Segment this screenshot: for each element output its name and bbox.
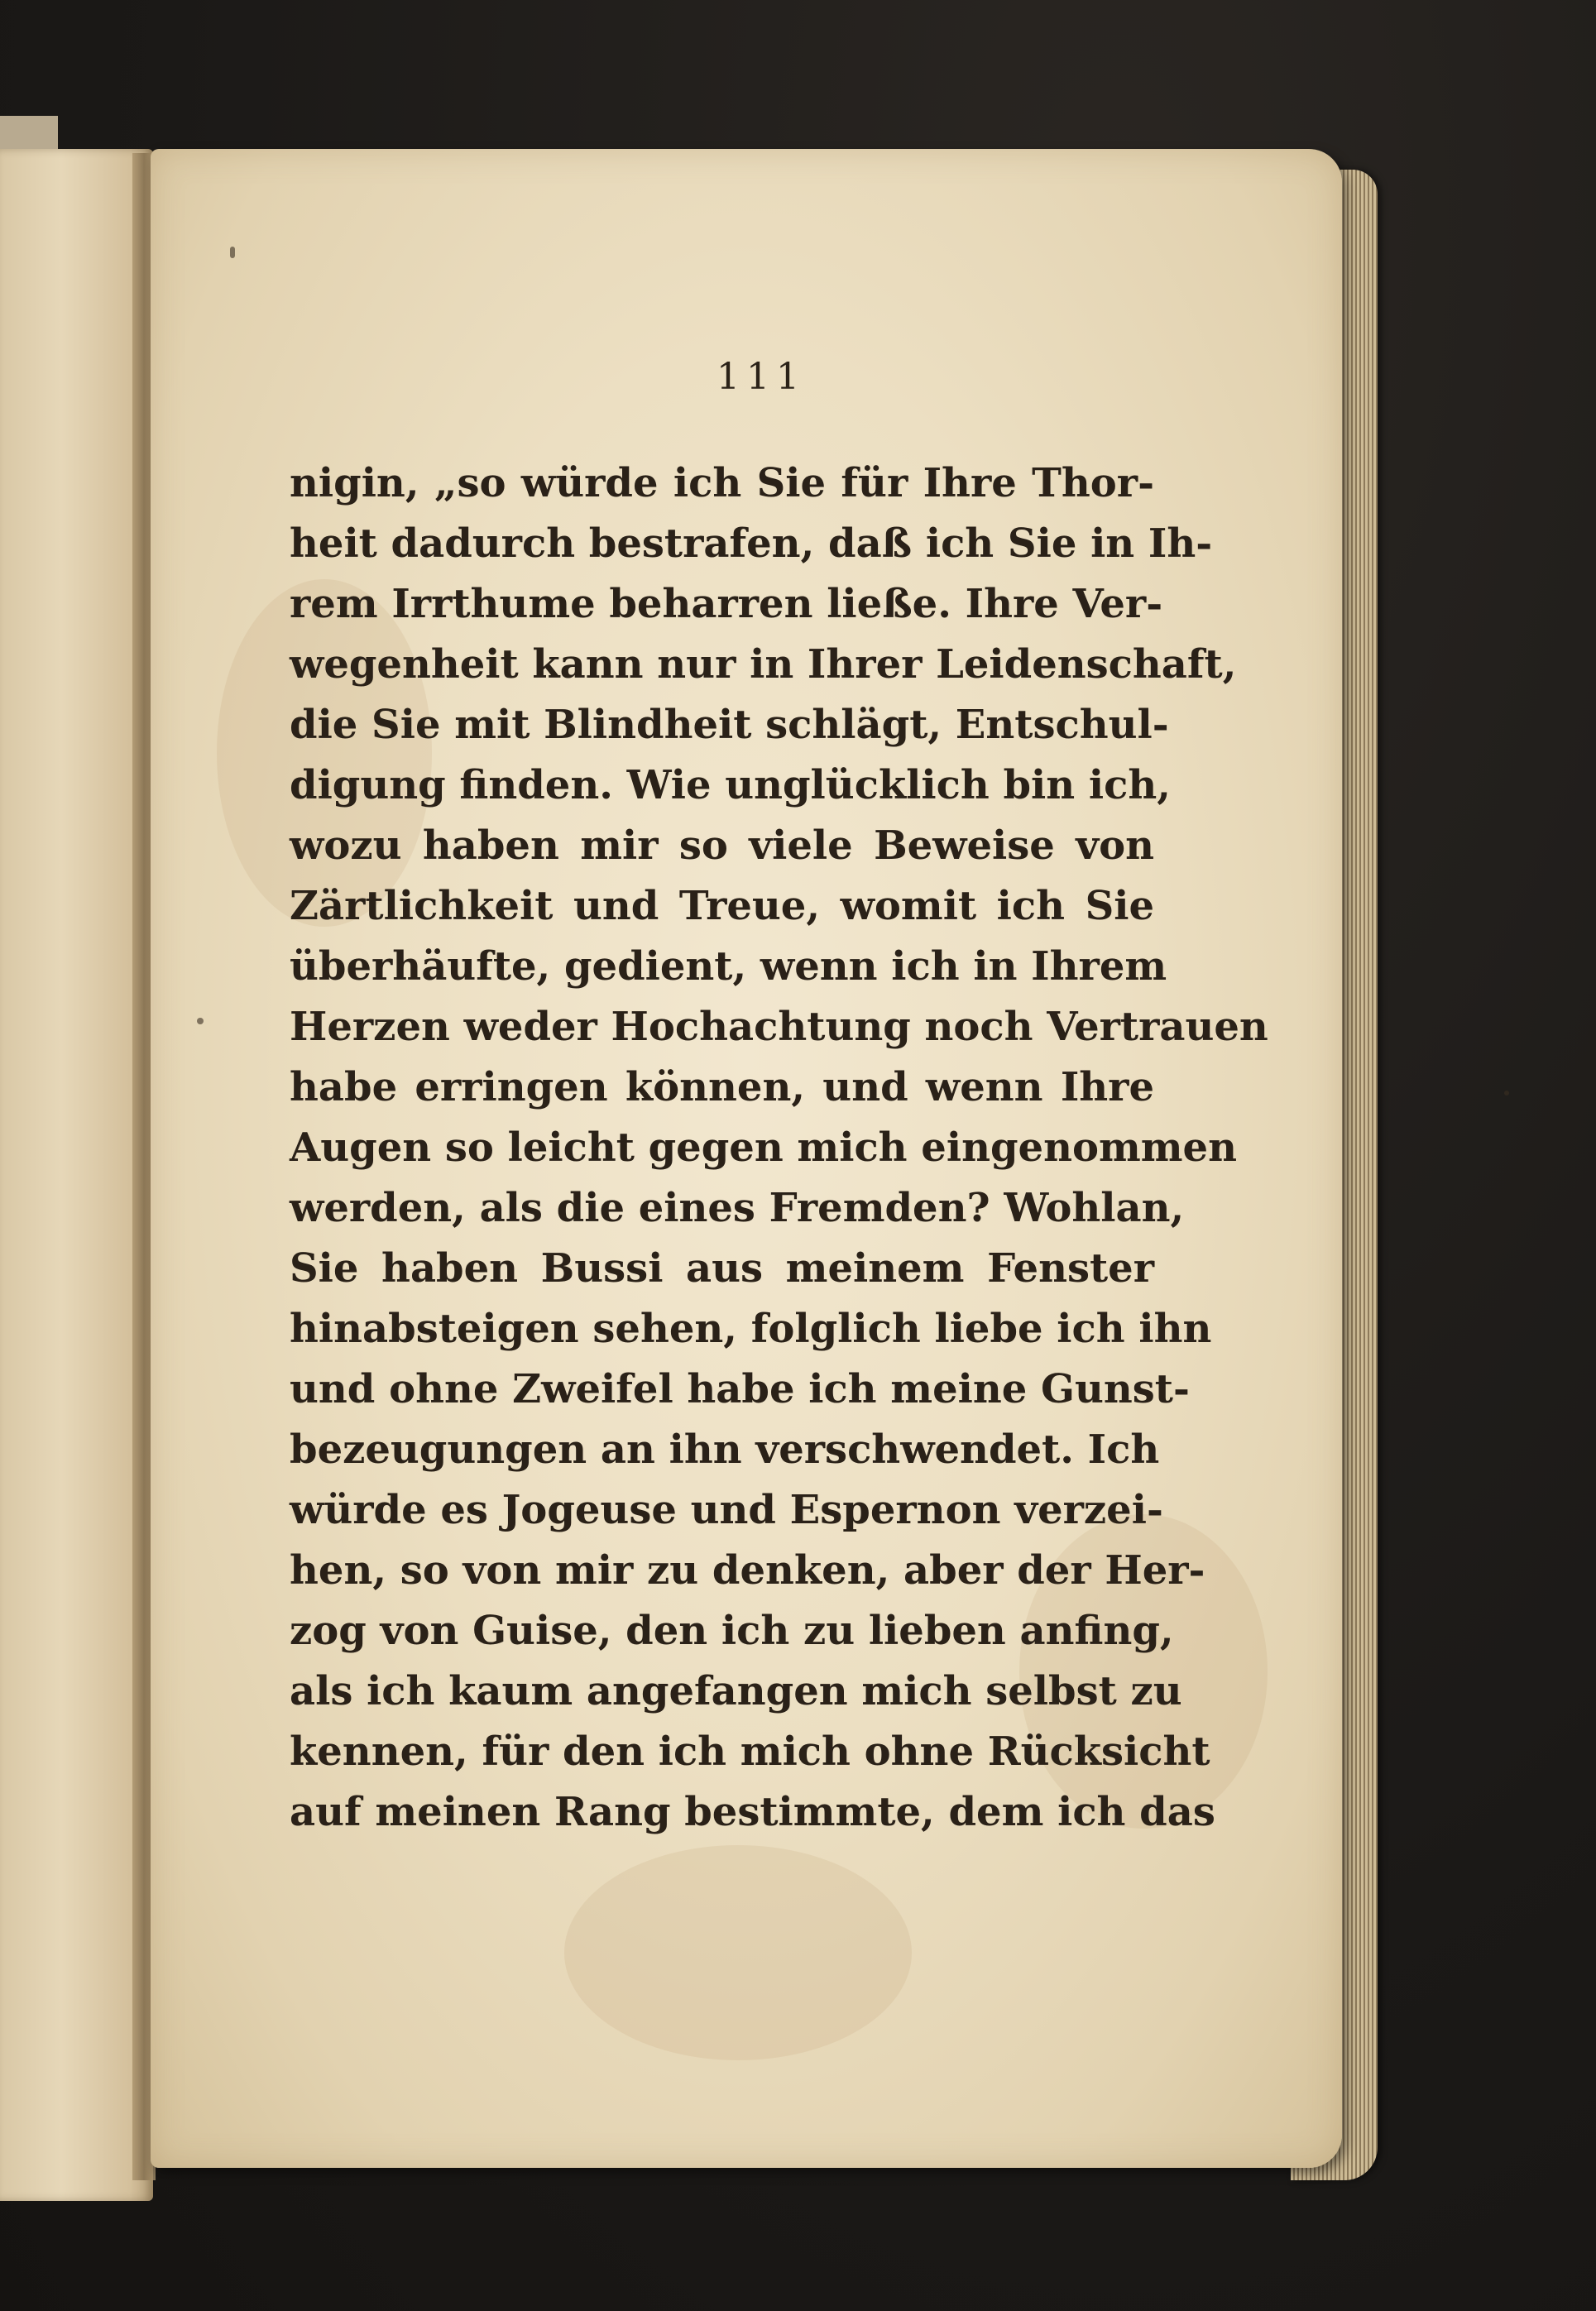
ink-speck <box>1504 1091 1509 1096</box>
text-line: wozu haben mir so viele Beweise von <box>290 822 1154 869</box>
text-line: hinabsteigen sehen, folglich liebe ich ihn <box>290 1306 1212 1352</box>
left-page <box>0 149 153 2201</box>
text-line: Sie haben Bussi aus meinem Fenster <box>290 1245 1154 1292</box>
text-line: hen, so von mir zu denken, aber der Her- <box>290 1547 1205 1594</box>
text-line: die Sie mit Blindheit schlägt, Entschul- <box>290 702 1169 748</box>
page-number: 111 <box>717 356 806 398</box>
ink-speck <box>230 247 235 258</box>
text-line: zog von Guise, den ich zu lieben anfing, <box>290 1608 1174 1654</box>
text-line: digung finden. Wie unglücklich bin ich, <box>290 762 1171 808</box>
ink-speck <box>197 1018 204 1024</box>
text-line: kennen, für den ich mich ohne Rücksicht <box>290 1728 1210 1775</box>
text-line: als ich kaum angefangen mich selbst zu <box>290 1668 1182 1714</box>
text-line: Zärtlichkeit und Treue, womit ich Sie <box>290 883 1154 929</box>
page-stain <box>564 1845 912 2060</box>
text-line: auf meinen Rang bestimmte, dem ich das <box>290 1789 1215 1835</box>
text-line: wegenheit kann nur in Ihrer Leidenschaft, <box>290 641 1237 688</box>
text-line: Herzen weder Hochachtung noch Vertrauen <box>290 1004 1268 1050</box>
text-line: bezeugungen an ihn verschwendet. Ich <box>290 1426 1160 1473</box>
text-line: habe erringen können, und wenn Ihre <box>290 1064 1154 1110</box>
text-line: würde es Jogeuse und Espernon verzei- <box>290 1487 1163 1533</box>
text-line: rem Irrthume beharren ließe. Ihre Ver- <box>290 581 1163 627</box>
text-line: Augen so leicht gegen mich eingenommen <box>290 1124 1237 1171</box>
text-line: heit dadurch bestrafen, daß ich Sie in Ih- <box>290 520 1213 567</box>
body-text <box>290 453 1268 1843</box>
text-line: überhäufte, gedient, wenn ich in Ihrem <box>290 943 1167 990</box>
text-line: nigin, „so würde ich Sie für Ihre Thor- <box>290 460 1154 506</box>
text-line: und ohne Zweifel habe ich meine Gunst- <box>290 1366 1190 1412</box>
text-line: werden, als die eines Fremden? Wohlan, <box>290 1185 1185 1231</box>
